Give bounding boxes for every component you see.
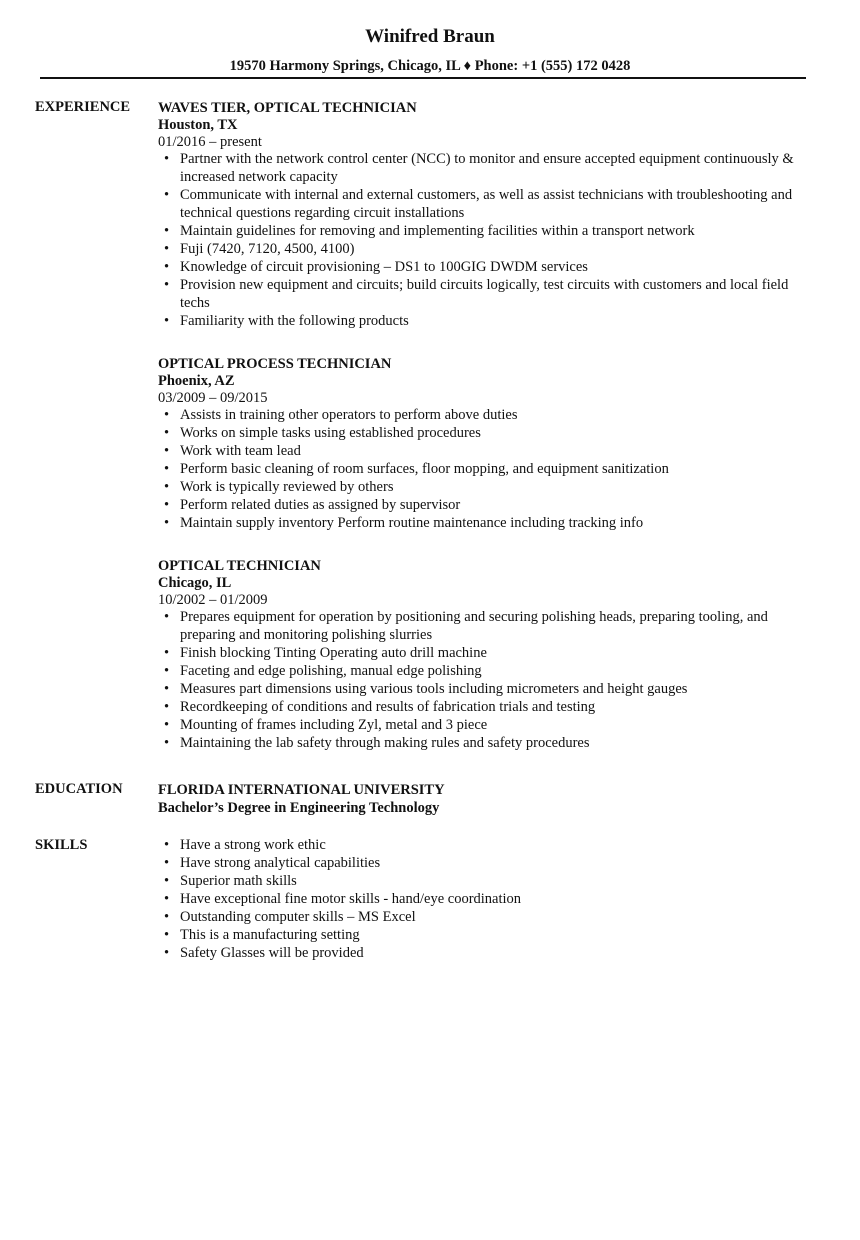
section-label-education: EDUCATION [35, 781, 123, 797]
list-item [158, 496, 818, 514]
list-item [158, 608, 818, 644]
list-item-text: Maintain guidelines for removing and implementing facilities within a transport network [180, 223, 695, 239]
list-item [158, 406, 818, 424]
bullet-icon: • [164, 241, 170, 257]
education-entry [158, 781, 818, 817]
bullet-icon: • [164, 313, 170, 329]
list-item-text: Measures part dimensions using various tools including micrometers and height gauges [180, 681, 688, 697]
bullet-icon: • [164, 699, 170, 715]
header-divider [40, 77, 806, 79]
list-item-text: Familiarity with the following products [180, 313, 409, 329]
list-item-text: Finish blocking Tinting Operating auto drill machine [180, 645, 487, 661]
list-item [158, 258, 818, 276]
list-item-text: This is a manufacturing setting [180, 927, 360, 943]
list-item-text: Knowledge of circuit provisioning – DS1 to 100GIG DWDM services [180, 259, 588, 275]
list-item-text: Maintaining the lab safety through making rules and safety procedures [180, 735, 590, 751]
candidate-name: Winifred Braun [365, 26, 495, 47]
list-item-text: Prepares equipment for operation by positioning and securing polishing heads, preparing tooling, and preparing and monitoring polishing slurries [180, 609, 768, 643]
list-item [158, 442, 818, 460]
list-item [158, 186, 818, 222]
list-item [158, 944, 818, 962]
bullet-icon: • [164, 515, 170, 531]
job-duties-list [158, 406, 818, 532]
list-item-text: Perform basic cleaning of room surfaces, floor mopping, and equipment sanitization [180, 461, 669, 477]
bullet-icon: • [164, 461, 170, 477]
list-item-text: Maintain supply inventory Perform routine maintenance including tracking info [180, 515, 644, 531]
list-item [158, 872, 818, 890]
list-item [158, 460, 818, 478]
list-item-text: Provision new equipment and circuits; build circuits logically, test circuits with customers and local field techs [180, 277, 789, 311]
list-item-text: Superior math skills [180, 873, 297, 889]
list-item-text: Safety Glasses will be provided [180, 945, 364, 961]
list-item [158, 514, 818, 532]
list-item [158, 908, 818, 926]
bullet-icon: • [164, 663, 170, 679]
bullet-icon: • [164, 717, 170, 733]
bullet-icon: • [164, 223, 170, 239]
list-item [158, 478, 818, 496]
bullet-icon: • [164, 945, 170, 961]
list-item [158, 276, 818, 312]
job-2 [158, 355, 818, 532]
section-label-experience: EXPERIENCE [35, 99, 131, 115]
list-item-text: Outstanding computer skills – MS Excel [180, 909, 416, 925]
list-item-text: Communicate with internal and external customers, as well as assist technicians with troubleshooting and technical questions regarding circuit installations [180, 187, 793, 221]
list-item-text: Mounting of frames including Zyl, metal and 3 piece [180, 717, 488, 733]
list-item-text: Have strong analytical capabilities [180, 855, 381, 871]
job-dates: 01/2016 – present [158, 134, 262, 150]
school-name: FLORIDA INTERNATIONAL UNIVERSITY [158, 782, 445, 798]
skills-entry [158, 836, 818, 962]
list-item [158, 716, 818, 734]
list-item [158, 854, 818, 872]
list-item [158, 150, 818, 186]
bullet-icon: • [164, 151, 170, 167]
job-title: OPTICAL PROCESS TECHNICIAN [158, 356, 392, 372]
job-location: Chicago, IL [158, 575, 232, 591]
bullet-icon: • [164, 407, 170, 423]
list-item [158, 424, 818, 442]
bullet-icon: • [164, 259, 170, 275]
list-item-text: Assists in training other operators to perform above duties [180, 407, 518, 423]
list-item-text: Partner with the network control center (NCC) to monitor and ensure accepted equipment continuously & increased network capacity [180, 151, 794, 185]
list-item [158, 734, 818, 752]
bullet-icon: • [164, 927, 170, 943]
list-item-text: Have exceptional fine motor skills - hand/eye coordination [180, 891, 522, 907]
job-duties-list [158, 608, 818, 752]
bullet-icon: • [164, 891, 170, 907]
list-item [158, 240, 818, 258]
job-dates: 10/2002 – 01/2009 [158, 592, 268, 608]
job-title: OPTICAL TECHNICIAN [158, 558, 321, 574]
bullet-icon: • [164, 837, 170, 853]
list-item [158, 312, 818, 330]
list-item-text: Have a strong work ethic [180, 837, 326, 853]
list-item-text: Works on simple tasks using established procedures [180, 425, 481, 441]
job-duties-list [158, 150, 818, 330]
list-item-text: Work with team lead [180, 443, 301, 459]
list-item [158, 836, 818, 854]
resume-header [0, 26, 860, 75]
list-item-text: Work is typically reviewed by others [180, 479, 394, 495]
list-item-text: Faceting and edge polishing, manual edge polishing [180, 663, 482, 679]
list-item [158, 680, 818, 698]
contact-line: 19570 Harmony Springs, Chicago, IL ♦ Phone: +1 (555) 172 0428 [229, 58, 631, 74]
list-item [158, 662, 818, 680]
bullet-icon: • [164, 187, 170, 203]
list-item [158, 698, 818, 716]
list-item-text: Fuji (7420, 7120, 4500, 4100) [180, 241, 355, 257]
skills-list [158, 836, 818, 962]
bullet-icon: • [164, 479, 170, 495]
bullet-icon: • [164, 425, 170, 441]
bullet-icon: • [164, 873, 170, 889]
list-item-text: Recordkeeping of conditions and results of fabrication trials and testing [180, 699, 596, 715]
bullet-icon: • [164, 855, 170, 871]
bullet-icon: • [164, 909, 170, 925]
degree: Bachelor’s Degree in Engineering Technology [158, 800, 440, 816]
job-dates: 03/2009 – 09/2015 [158, 390, 268, 406]
job-1 [158, 99, 818, 330]
job-3 [158, 557, 818, 752]
list-item [158, 222, 818, 240]
list-item [158, 644, 818, 662]
bullet-icon: • [164, 645, 170, 661]
job-location: Houston, TX [158, 117, 238, 133]
bullet-icon: • [164, 443, 170, 459]
bullet-icon: • [164, 681, 170, 697]
section-label-skills: SKILLS [35, 837, 88, 853]
list-item-text: Perform related duties as assigned by supervisor [180, 497, 461, 513]
bullet-icon: • [164, 497, 170, 513]
list-item [158, 926, 818, 944]
bullet-icon: • [164, 735, 170, 751]
bullet-icon: • [164, 609, 170, 625]
bullet-icon: • [164, 277, 170, 293]
job-location: Phoenix, AZ [158, 373, 235, 389]
list-item [158, 890, 818, 908]
job-title: WAVES TIER, OPTICAL TECHNICIAN [158, 100, 417, 116]
